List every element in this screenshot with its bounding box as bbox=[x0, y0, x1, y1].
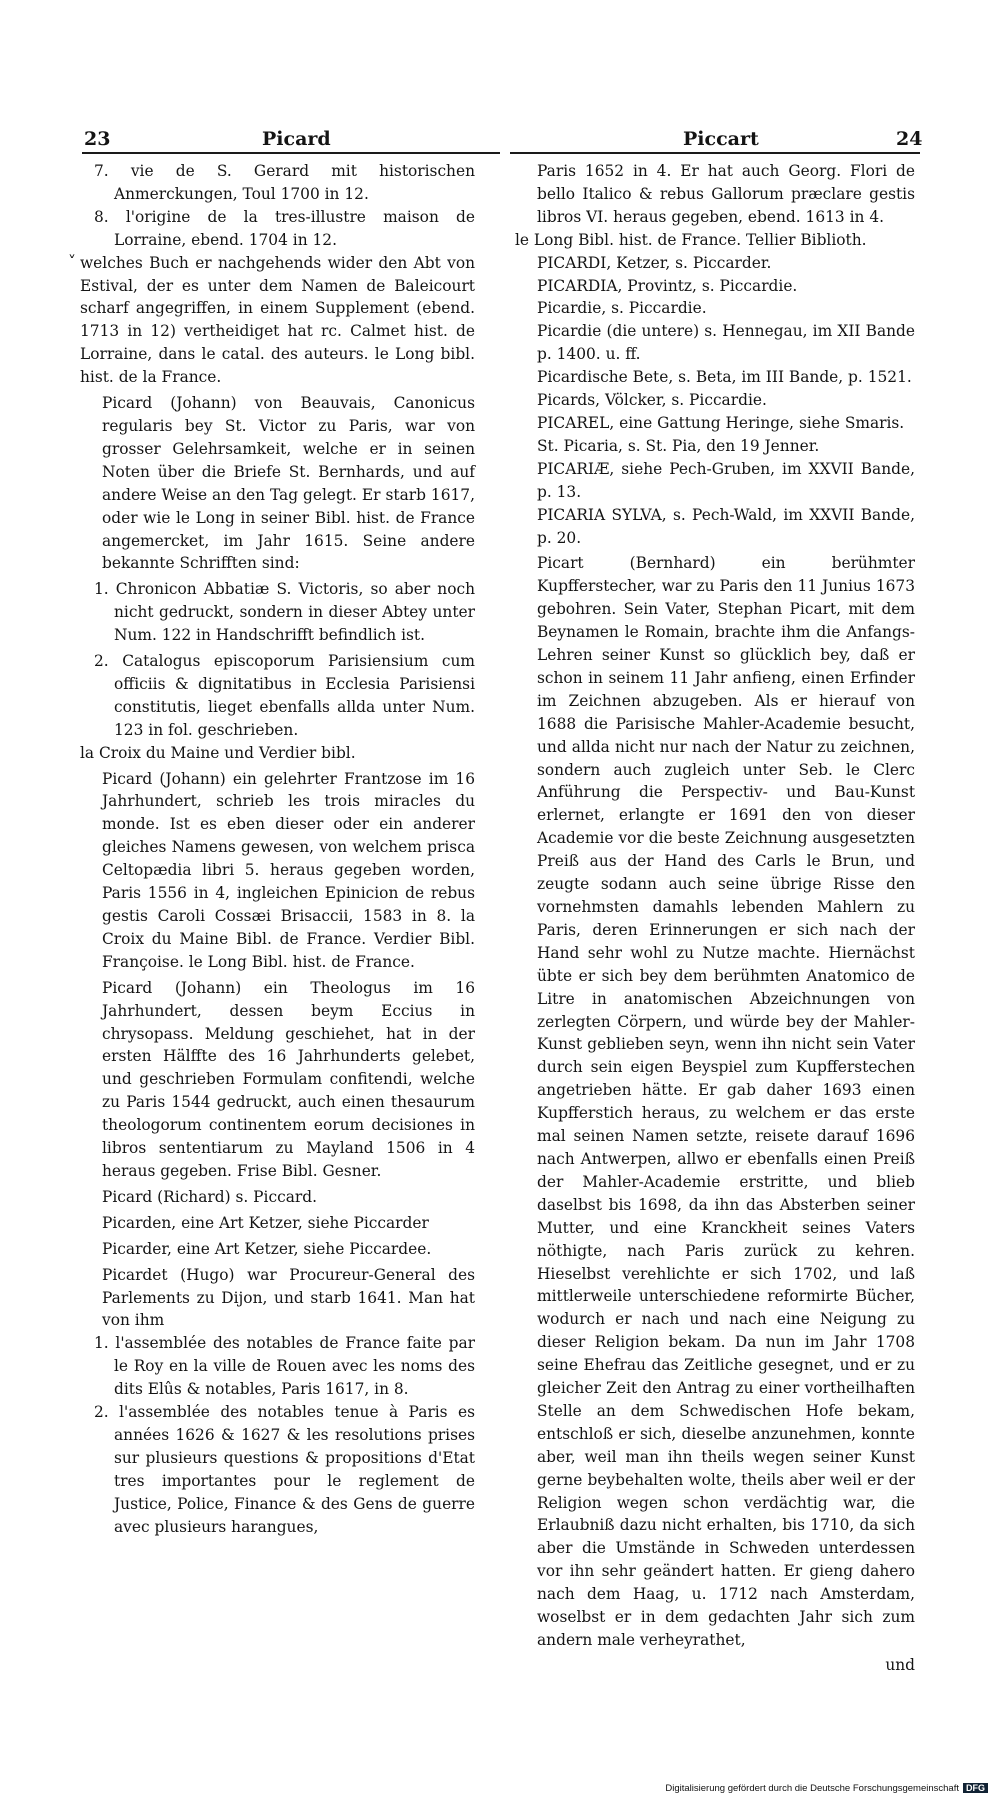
margin-mark: ˅ bbox=[68, 252, 76, 271]
entry-paragraph: PICARIÆ, siehe Pech-Gruben, im XXVII Bande, p. 13. bbox=[537, 459, 915, 501]
dfg-logo: DFG bbox=[963, 1783, 988, 1793]
entry-paragraph: Picardet (Hugo) war Procureur-General des Parlements zu Dijon, und starb 1641. Man hat von ihm bbox=[102, 1265, 475, 1330]
left-running-title: Picard bbox=[262, 128, 331, 150]
list-item: 2. Catalogus episcoporum Parisiensium cum officiis & dignitatibus in Ecclesia Parisiensi constitutis, lieget ebenfalls allda unter Num. 123 in fol. geschrieben. bbox=[94, 652, 475, 739]
entry-paragraph: Picard (Richard) s. Piccard. bbox=[102, 1187, 317, 1206]
entry-paragraph: PICARDIA, Provintz, s. Piccardie. bbox=[537, 276, 798, 295]
right-column bbox=[515, 160, 915, 1677]
entry-paragraph: Picarden, eine Art Ketzer, siehe Piccarder bbox=[102, 1213, 429, 1232]
digitization-credit bbox=[665, 1783, 988, 1794]
entry-paragraph: Picard (Johann) ein gelehrter Frantzose im 16 Jahrhundert, schrieb les trois miracles du monde. Ist es eben dieser oder ein anderer gleiches Namens gewesen, von welchem prisca Celtopædia libri 5. heraus gegeben worden, Paris 1556 in 4, ingleichen Epinicion de rebus gestis Caroli Cossæi Brisaccii, 1583 in 8. la Croix du Maine Bibl. de France. Verdier Bibl. Françoise. le Long Bibl. hist. de France. bbox=[102, 769, 475, 971]
right-running-title: Piccart bbox=[683, 128, 759, 150]
list-item: 1. l'assemblée des notables de France faite par le Roy en la ville de Rouen avec les noms des dits Elûs & notables, Paris 1617, in 8. bbox=[94, 1334, 475, 1399]
list-item: 8. l'origine de la tres-illustre maison de Lorraine, ebend. 1704 in 12. bbox=[94, 207, 475, 249]
entry-paragraph: Picarder, eine Art Ketzer, siehe Piccardee. bbox=[102, 1239, 432, 1258]
list-item: 1. Chronicon Abbatiæ S. Victoris, so aber noch nicht gedruckt, sondern in dieser Abtey unter Num. 122 in Handschrifft befindlich ist. bbox=[94, 580, 475, 645]
entry-paragraph: Picardie (die untere) s. Hennegau, im XII Bande p. 1400. u. ff. bbox=[537, 322, 915, 364]
catchword: und bbox=[885, 1655, 915, 1674]
entry-paragraph: PICAREL, eine Gattung Heringe, siehe Smaris. bbox=[537, 413, 905, 432]
right-page-number: 24 bbox=[896, 128, 923, 150]
entry-paragraph: PICARDI, Ketzer, s. Piccarder. bbox=[537, 253, 772, 272]
entry-paragraph: Picard (Johann) von Beauvais, Canonicus regularis bey St. Victor zu Paris, war von grosser Gelehrsamkeit, welche er in seinen Noten über die Briefe St. Bernhards, und auf andere Weise an den Tag gelegt. Er starb 1617, oder wie le Long in seiner Bibl. hist. de France angemercket, im Jahr 1615. Seine andere bekannte Schrifften sind: bbox=[102, 394, 475, 573]
entry-paragraph: Picardie, s. Piccardie. bbox=[537, 299, 707, 318]
entry-paragraph: Picard (Johann) ein Theologus im 16 Jahrhundert, dessen beym Eccius in chrysopass. Meldung geschiehet, hat in der ersten Hälffte des 16 Jahrhunderts gelebet, und geschrieben Formulam confitendi, welche zu Paris 1544 gedruckt, auch einen thesaurum theologorum continentem eorum decisiones in libros sententiarum zu Mayland 1506 in 4 heraus gegeben. Frise Bibl. Gesner. bbox=[102, 978, 475, 1180]
citation: la Croix du Maine und Verdier bibl. bbox=[80, 743, 356, 762]
entry-paragraph: Picards, Völcker, s. Piccardie. bbox=[537, 391, 767, 410]
entry-paragraph: Picardische Bete, s. Beta, im III Bande, p. 1521. bbox=[537, 368, 912, 387]
paragraph: Paris 1652 in 4. Er hat auch Georg. Flori de bello Italico & rebus Gallorum præclare gestis libros VI. heraus gegeben, ebend. 1613 in 4. bbox=[537, 162, 915, 226]
right-header-rule bbox=[510, 152, 920, 154]
entry-paragraph: St. Picaria, s. St. Pia, den 19 Jenner. bbox=[537, 436, 820, 455]
left-column bbox=[80, 160, 475, 1538]
left-page-number: 23 bbox=[84, 128, 111, 150]
entry-paragraph: PICARIA SYLVA, s. Pech-Wald, im XXVII Bande, p. 20. bbox=[537, 505, 915, 547]
paragraph: welches Buch er nachgehends wider den Abt von Estival, der es unter dem Namen de Baleicourt scharf angegriffen, in einem Supplement (ebend. 1713 in 12) vertheidiget hat rc. Calmet hist. de Lorraine, dans le catal. des auteurs. le Long bibl. hist. de la France. bbox=[80, 253, 475, 387]
left-header-rule bbox=[82, 152, 500, 154]
citation: le Long Bibl. hist. de France. Tellier Biblioth. bbox=[515, 230, 867, 249]
credit-text: Digitalisierung gefördert durch die Deutsche Forschungsgemeinschaft bbox=[665, 1783, 959, 1794]
list-item: 7. vie de S. Gerard mit historischen Anmerckungen, Toul 1700 in 12. bbox=[94, 162, 475, 203]
entry-paragraph: Picart (Bernhard) ein berühmter Kupfferstecher, war zu Paris den 11 Junius 1673 gebohren. Sein Vater, Stephan Picart, mit dem Beynamen le Romain, brachte ihm die Anfangs-Lehren seiner Kunst so glücklich bey, daß er schon in seinem 11 Jahr anfieng, einen Erfinder im Zeichnen abzugeben. Als er hierauf von 1688 die Parisische Mahler-Academie besucht, und allda nicht nur nach der Natur zu zeichnen, sondern auch zugleich unter Seb. le Clerc Anführung die Perspectiv- und Bau-Kunst erlernet, erlangte er 1691 den von dieser Academie vor die beste Zeichnung ausgesetzten Preiß aus der Hand des Carls le Brun, und zeugte sodann auch seine übrige Risse den vornehmsten damahls lebenden Mahlern zu Paris, deren Erinnerungen er sich nach der Hand sehr wohl zu Nutze machte. Hiernächst übte er sich bey dem berühmten Anatomico de Litre in anatomischen Abzeichnungen von zerlegten Cörpern, und würde bey der Mahler-Kunst geblieben seyn, wenn ihn nicht sein Vater durch sein eigen Beyspiel zum Kupfferstechen angetrieben hätte. Er gab daher 1693 einen Kupfferstich heraus, zu welchem er das erste mal seinen Namen setzte, reisete darauf 1696 nach Antwerpen, allwo er ebenfalls einen Preiß der Mahler-Academie erstritte, und blieb daselbst bis 1698, da ihn das Absterben seiner Mutter, und eine Kranckheit seines Vaters nöthigte, nach Paris zurück zu kehren. Hieselbst verehlichte er sich 1702, und laß mittlerweile unterschiedene reformirte Bücher, wodurch er nach und nach eine Neigung zu dieser Religion bekam. Da nun im Jahr 1708 seine Ehefrau das Zeitliche gesegnet, und er zu gleicher Zeit den Antrag zu einer vortheilhaften Stelle an dem Schwedischen Hofe bekam, entschloß er sich, dieselbe anzunehmen, konnte aber, weil man ihn theils wegen seiner Kunst gerne beybehalten wolte, theils aber weil er der Religion wegen schon verdächtig war, die Erlaubniß dazu nicht erhalten, bis 1710, da sich aber die Umstände in Schweden unterdessen vor ihn sehr geändert hatten. Er gieng dahero nach dem Haag, u. 1712 nach Amsterdam, woselbst er in dem gedachten Jahr sich zum andern male verheyrathet, bbox=[537, 554, 915, 1649]
list-item: 2. l'assemblée des notables tenue à Paris es années 1626 & 1627 & les resolutions prises sur plusieurs questions & propositions d'Etat tres importantes pour le reglement de Justice, Police, Finance & des Gens de guerre avec plusieurs harangues, bbox=[94, 1403, 475, 1536]
